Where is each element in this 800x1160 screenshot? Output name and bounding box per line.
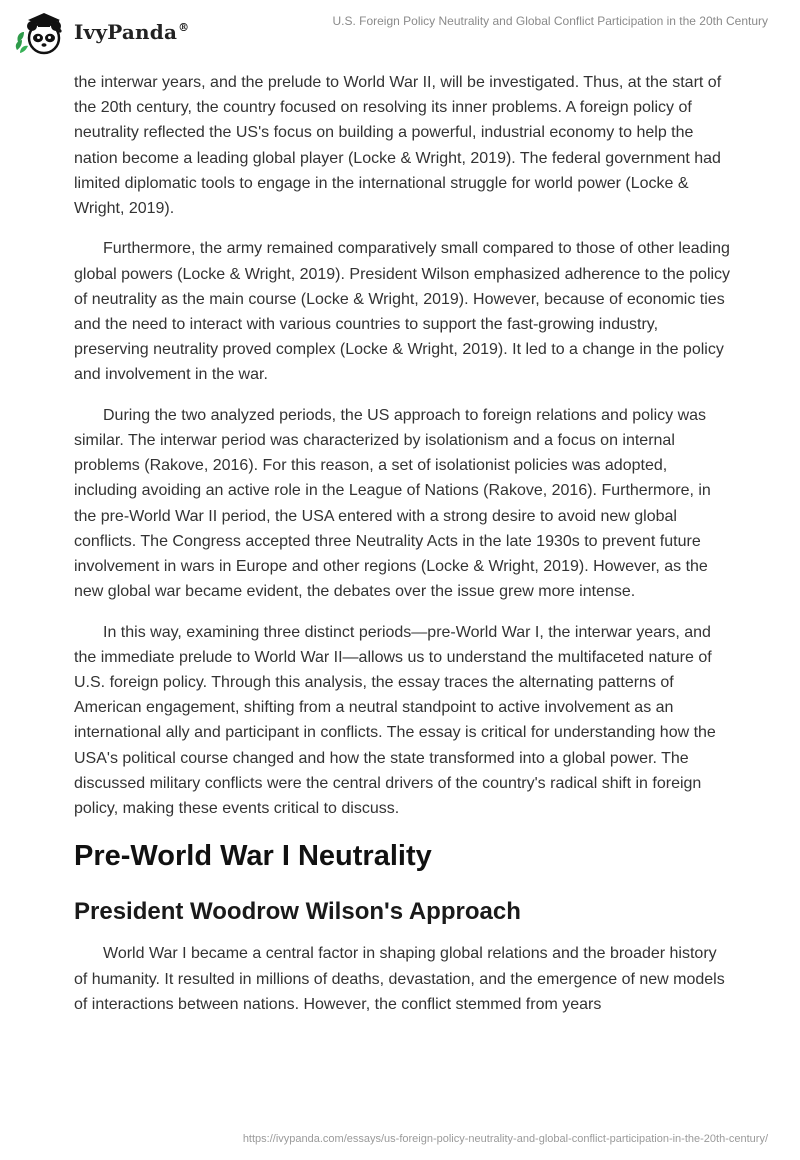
paragraph: Furthermore, the army remained comparatively small compared to those of other leading global powers (Locke & Wright, 2019). President Wilson emphasized adherence to the policy of neutrality as the main course (Locke & Wright, 2019). However, because of economic ties and the need to interact with various countries to support the fast-growing industry, preserving neutrality proved complex (Locke & Wright, 2019). It led to a change in the policy and involvement in the war. xyxy=(74,240,731,384)
source-url-link[interactable]: https://ivypanda.com/essays/us-foreign-policy-neutrality-and-global-conflict-participation-in-the-20th-century/ xyxy=(242,1133,768,1145)
subsection-heading: President Woodrow Wilson's Approach xyxy=(74,898,521,926)
ivypanda-logo[interactable] xyxy=(14,8,189,56)
essay-body xyxy=(74,70,734,1032)
paragraph: World War I became a central factor in shaping global relations and the broader history of humanity. It resulted in millions of deaths, devastation, and the emergence of new models of interactions between nations. However, the conflict stemmed from years xyxy=(74,945,725,1013)
panda-graduate-icon xyxy=(14,8,72,56)
page-header xyxy=(0,0,800,62)
logo-text: IvyPanda® xyxy=(74,20,190,44)
paragraph: In this way, examining three distinct periods—pre-World War I, the interwar years, and the immediate prelude to World War II—allows us to understand the multifaceted nature of U.S. foreign policy. Through this analysis, the essay traces the alternating patterns of American engagement, shifting from a neutral standpoint to active involvement as an international ally and participant in conflicts. The essay is critical for understanding how the USA's political course changed and how the state transformed into a global power. The discussed military conflicts were the central drivers of the country's radical shift in foreign policy, making these events critical to discuss. xyxy=(74,623,716,818)
paragraph: the interwar years, and the prelude to World War II, will be investigated. Thus, at the start of the 20th century, the country focused on resolving its inner problems. A foreign policy of neutrality reflected the US's focus on building a powerful, industrial economy to help the nation become a leading global player (Locke & Wright, 2019). The federal government had limited diplomatic tools to engage in the international struggle for world power (Locke & Wright, 2019). xyxy=(74,74,722,218)
running-title: U.S. Foreign Policy Neutrality and Global Conflict Participation in the 20th Century xyxy=(332,14,768,28)
paragraph: During the two analyzed periods, the US approach to foreign relations and policy was similar. The interwar period was characterized by isolationism and a focus on internal problems (Rakove, 2016). For this reason, a set of isolationist policies was adopted, including avoiding an active role in the League of Nations (Rakove, 2016). Furthermore, in the pre-World War II period, the USA entered with a strong desire to avoid new global conflicts. The Congress accepted three Neutrality Acts in the late 1930s to prevent future involvement in wars in Europe and other regions (Locke & Wright, 2019). However, as the new global war became evident, the debates over the issue grew more intense. xyxy=(74,406,711,601)
section-heading: Pre-World War I Neutrality xyxy=(74,840,432,873)
